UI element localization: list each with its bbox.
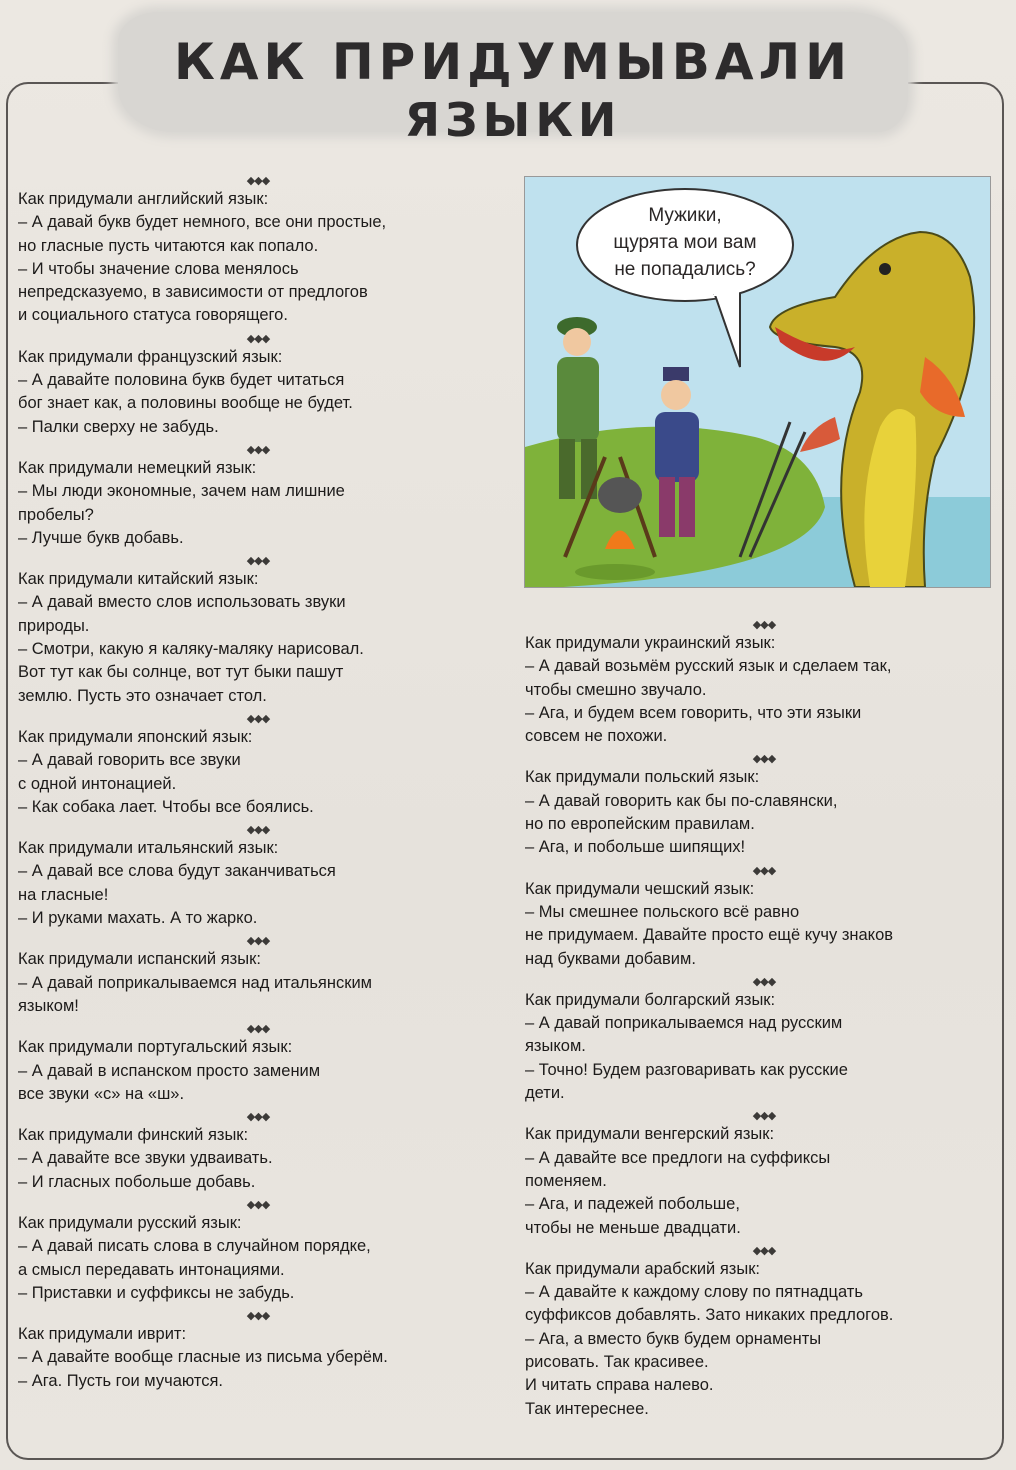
joke-title: Как придумали английский язык: [18, 190, 269, 208]
joke-line: а смысл передавать интонациями. [18, 1260, 285, 1279]
three-diamonds-icon: ◆◆◆ [752, 864, 776, 877]
bubble-line-1: Мужики, [648, 205, 722, 226]
three-diamonds-icon: ◆◆◆ [246, 935, 270, 948]
cooking-pot [598, 477, 642, 513]
language-joke [18, 568, 498, 708]
joke-line: все звуки «с» на «ш». [18, 1084, 185, 1103]
joke-line: суффиксов добавлять. Зато никаких предлогов. [525, 1306, 894, 1325]
joke-line: чтобы смешно звучало. [525, 680, 707, 699]
joke-title: Как придумали финский язык: [18, 1126, 249, 1145]
joke-title: Как придумали арабский язык: [525, 1259, 761, 1278]
bubble-line-2: щурята мои вам [613, 232, 757, 253]
joke-title: Как придумали немецкий язык: [18, 458, 257, 477]
joke-line: – А давай букв будет немного, все они простые, [18, 213, 387, 232]
joke-line: – А давай вместо слов использовать звуки [18, 593, 346, 612]
joke-line: не придумаем. Давайте просто ещё кучу знаков [525, 926, 894, 945]
language-joke [18, 346, 498, 439]
joke-title: Как придумали болгарский язык: [525, 990, 776, 1009]
joke-title: Как придумали венгерский язык: [525, 1125, 775, 1144]
joke-line: Вот тут как бы солнце, вот тут быки пашут [18, 663, 344, 682]
three-diamonds-icon: ◆◆◆ [246, 332, 270, 345]
language-joke [18, 1124, 498, 1194]
joke-line: Так интереснее. [525, 1399, 649, 1418]
page-title-line1: КАК ПРИДУМЫВАЛИ [173, 33, 852, 91]
joke-title: Как придумали французский язык: [18, 347, 283, 366]
bubble-line-3: не попадались? [614, 259, 756, 280]
three-diamonds-icon: ◆◆◆ [752, 753, 776, 766]
joke-line: – Ага, и падежей побольше, [525, 1195, 740, 1214]
section-divider [18, 708, 498, 726]
joke-line: землю. Пусть это означает стол. [18, 686, 267, 705]
section-divider [525, 748, 1003, 766]
joke-line: над буквами добавим. [525, 949, 696, 968]
joke-line: бог знает как, а половины вообще не будет. [18, 394, 353, 413]
joke-line: – Палки сверху не забудь. [18, 417, 219, 436]
section-divider [18, 1194, 498, 1212]
joke-line: – Как собака лает. Чтобы все боялись. [18, 797, 314, 816]
language-joke [525, 1123, 1003, 1239]
joke-line: – Ага, и побольше шипящих! [525, 838, 746, 857]
language-joke [18, 1036, 498, 1106]
joke-line: поменяем. [525, 1171, 607, 1190]
language-joke [18, 948, 498, 1018]
joke-title: Как придумали японский язык: [18, 727, 253, 746]
three-diamonds-icon: ◆◆◆ [246, 1310, 270, 1323]
grass-shadow [575, 564, 655, 580]
three-diamonds-icon: ◆◆◆ [246, 1198, 270, 1211]
section-divider [18, 550, 498, 568]
joke-line: – Смотри, какую я каляку-маляку нарисовал. [18, 640, 364, 659]
joke-line: – А давай говорить все звуки [18, 751, 241, 770]
three-diamonds-icon: ◆◆◆ [246, 1023, 270, 1036]
three-diamonds-icon: ◆◆◆ [246, 555, 270, 568]
language-joke [525, 989, 1003, 1105]
language-joke [525, 1258, 1003, 1421]
joke-title: Как придумали украинский язык: [525, 634, 776, 652]
joke-line: языком! [18, 996, 79, 1015]
joke-line: – А давай говорить как бы по-славянски, [525, 791, 838, 810]
joke-line: – А давайте к каждому слову по пятнадцать [525, 1283, 863, 1302]
joke-line: – Приставки и суффиксы не забудь. [18, 1283, 295, 1302]
joke-line: языком. [525, 1037, 586, 1056]
joke-line: с одной интонацией. [18, 774, 177, 793]
joke-line: и социального статуса говорящего. [18, 306, 288, 325]
joke-line: непредсказуемо, в зависимости от предлогов [18, 283, 368, 302]
joke-line: – Мы люди экономные, зачем нам лишние [18, 482, 345, 501]
joke-title: Как придумали португальский язык: [18, 1038, 293, 1057]
joke-line: – И руками махать. А то жарко. [18, 909, 258, 928]
three-diamonds-icon: ◆◆◆ [246, 1111, 270, 1124]
joke-line: – А давай в испанском просто заменим [18, 1061, 321, 1080]
right-column [525, 614, 1003, 1421]
joke-line: – Мы смешнее польского всё равно [525, 902, 800, 921]
fisherman-body [557, 357, 599, 442]
joke-line: но гласные пусть читаются как попало. [18, 236, 319, 255]
title-banner [118, 12, 908, 147]
joke-line: – И чтобы значение слова менялось [18, 259, 299, 278]
three-diamonds-icon: ◆◆◆ [752, 619, 776, 631]
section-divider [18, 439, 498, 457]
fisherman-head [563, 328, 591, 356]
joke-line: – А давайте половина букв будет читаться [18, 371, 345, 390]
section-divider [18, 328, 498, 346]
language-joke [18, 726, 498, 819]
joke-line: на гласные! [18, 885, 109, 904]
joke-line: – Ага, а вместо букв будем орнаменты [525, 1329, 822, 1348]
joke-line: – И гласных побольше добавь. [18, 1172, 256, 1191]
joke-line: – А давай писать слова в случайном порядке, [18, 1237, 371, 1256]
joke-title: Как придумали итальянский язык: [18, 839, 279, 858]
cartoon-illustration [524, 176, 991, 588]
joke-line: – А давай поприкалываемся над итальянским [18, 973, 373, 992]
joke-line: – Ага, и будем всем говорить, что эти языки [525, 703, 862, 722]
language-joke [18, 457, 498, 550]
section-divider [18, 1106, 498, 1124]
joke-line: чтобы не меньше двадцати. [525, 1218, 741, 1237]
joke-line: совсем не похожи. [525, 727, 668, 746]
language-joke [525, 878, 1003, 971]
fisherman2-head [661, 380, 691, 410]
joke-line: природы. [18, 616, 90, 635]
three-diamonds-icon: ◆◆◆ [752, 975, 776, 988]
joke-title: Как придумали китайский язык: [18, 570, 259, 589]
pike-eye [879, 263, 891, 275]
joke-line: – А давайте все предлоги на суффиксы [525, 1148, 831, 1167]
joke-line: – А давайте все звуки удваивать. [18, 1149, 273, 1168]
joke-line: – А давай поприкалываемся над русским [525, 1014, 843, 1033]
section-divider [18, 170, 498, 188]
three-diamonds-icon: ◆◆◆ [752, 1244, 776, 1257]
language-joke [18, 1212, 498, 1305]
joke-title: Как придумали испанский язык: [18, 950, 261, 969]
section-divider [525, 860, 1003, 878]
section-divider [525, 971, 1003, 989]
section-divider [525, 1240, 1003, 1258]
language-joke [18, 1323, 498, 1393]
joke-title: Как придумали польский язык: [525, 768, 760, 787]
joke-line: – А давайте вообще гласные из письма уберём. [18, 1348, 388, 1367]
joke-line: И читать справа налево. [525, 1376, 714, 1395]
three-diamonds-icon: ◆◆◆ [752, 1110, 776, 1123]
three-diamonds-icon: ◆◆◆ [246, 824, 270, 837]
joke-line: – А давай все слова будут заканчиваться [18, 862, 336, 881]
joke-line: рисовать. Так красивее. [525, 1353, 709, 1372]
section-divider [18, 819, 498, 837]
joke-line: – А давай возьмём русский язык и сделаем так, [525, 657, 892, 676]
language-joke [525, 766, 1003, 859]
section-divider [525, 1105, 1003, 1123]
language-joke [525, 632, 1003, 748]
three-diamonds-icon: ◆◆◆ [246, 443, 270, 456]
section-divider [18, 1305, 498, 1323]
fisherman2-hat [663, 367, 689, 381]
joke-line: – Точно! Будем разговаривать как русские [525, 1060, 848, 1079]
fisherman2-body [655, 412, 699, 482]
left-column [18, 170, 498, 1393]
joke-title: Как придумали русский язык: [18, 1213, 242, 1232]
section-divider [525, 614, 1003, 632]
joke-line: – Ага. Пусть гои мучаются. [18, 1371, 224, 1390]
joke-line: пробелы? [18, 505, 94, 524]
language-joke [18, 188, 498, 328]
page-title-line2: ЯЗЫКИ [404, 93, 622, 147]
section-divider [18, 1018, 498, 1036]
section-divider [18, 930, 498, 948]
joke-title: Как придумали чешский язык: [525, 879, 755, 898]
three-diamonds-icon: ◆◆◆ [246, 712, 270, 725]
joke-title: Как придумали иврит: [18, 1325, 187, 1344]
joke-line: но по европейским правилам. [525, 815, 755, 834]
cartoon-svg [525, 177, 991, 588]
joke-line: дети. [525, 1084, 565, 1103]
language-joke [18, 837, 498, 930]
three-diamonds-icon: ◆◆◆ [246, 175, 270, 187]
joke-line: – Лучше букв добавь. [18, 528, 184, 547]
